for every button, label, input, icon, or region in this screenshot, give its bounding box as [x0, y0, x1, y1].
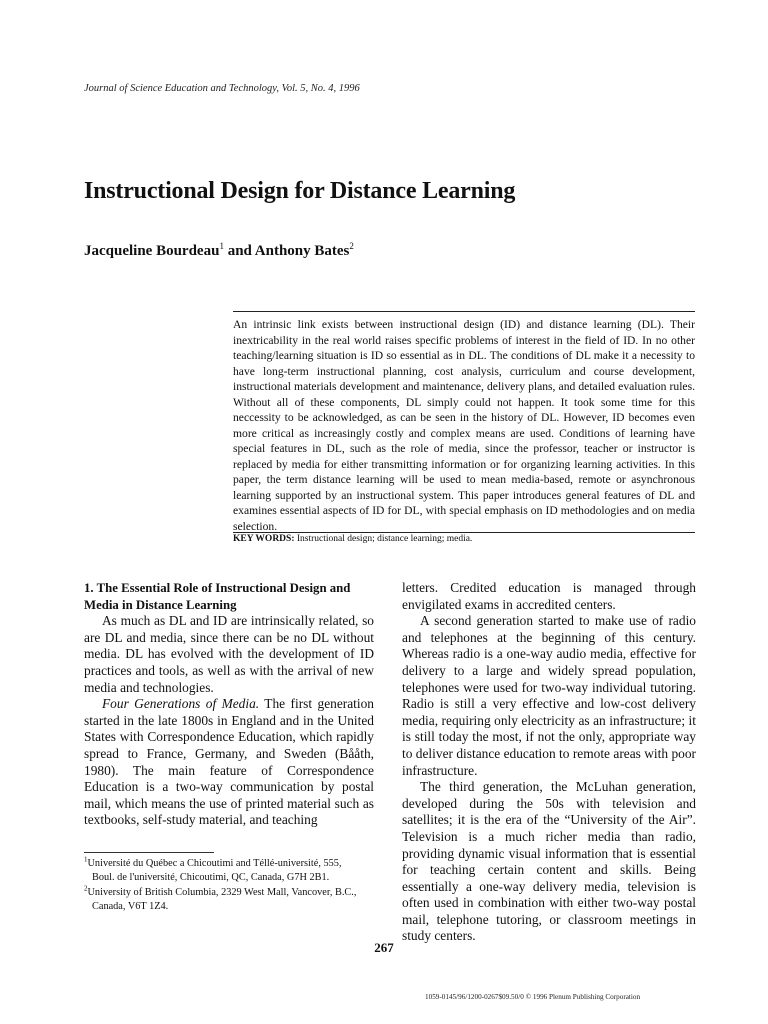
keywords-rule [233, 532, 695, 533]
body-paragraph: The third generation, the McLuhan generation, developed during the 50s with television and satellites; it is the era of the “University of the Air”. Television is a much richer media than radio, providing dynamic visual information that is essential for teaching certain content and skills. Being essentially a one-way delivery media, television is often used in combination with either two-way postal mail, telephone tutoring, or classroom meetings in study centers. [402, 779, 696, 944]
keywords [233, 534, 695, 544]
body-paragraph-continued: letters. Credited education is managed through envigilated exams in accredited centers. [402, 580, 696, 612]
section-heading: 1. The Essential Role of Instructional Design and Media in Distance Learning [84, 581, 351, 612]
author-joiner: and [223, 243, 255, 259]
footnote-continuation: Boul. de l'université, Chicoutimi, QC, Canada, G7H 2B1. [92, 872, 330, 884]
author-name: Anthony Bates [254, 243, 350, 259]
paper-title: Instructional Design for Distance Learning [84, 178, 516, 204]
body-paragraph [84, 696, 374, 829]
footnote-text: University of British Columbia, 2329 West Mall, Vancover, B.C., [87, 886, 357, 898]
footnotes [84, 857, 376, 915]
author-affiliation-mark: 2 [349, 241, 354, 251]
footnote-rule [84, 852, 214, 853]
body-column-right [402, 580, 696, 945]
body-paragraph: A second generation started to make use of radio and telephones at the beginning of this century. Whereas radio is a one-way audio media, effective for delivery to a large and widely spread population, telephones were used for two-way individual tutoring. Radio is still a very effective and low-cost delivery media, requiring only electricity as an infrastructure; it is still today the most, if not the only, appropriate way to deliver distance education to remote areas with poor infrastructure. [402, 613, 696, 778]
run-in-heading: Four Generations of Media. [102, 696, 260, 712]
page-number: 267 [374, 940, 394, 955]
abstract-top-rule [233, 311, 695, 312]
paragraph-text: The first generation started in the late 1800s in England and in the United States with Correspondence Education, which rapidly spread to France, Germany, and Sweden (Bååth, 1980). The main feature of Correspondence Education is a two-way communication by postal mail, which means the use of printed material such as textbooks, self-study material, and teaching [84, 696, 375, 828]
footnote [84, 857, 376, 871]
keywords-text: Instructional design; distance learning; media. [294, 534, 473, 544]
abstract: An intrinsic link exists between instructional design (ID) and distance learning (DL). Their inextricability in the real world raises specific problems of interest in the field of ID. In no other teaching/learning situation is ID so essential as in DL. The conditions of DL make it a necessity to have long-term instructional planning, cost analysis, curriculum and course development, instructional materials development and maintenance, delivery plans, and detailed evaluation rules. Without all of these components, DL simply could not happen. It took some time for this neccessity to be acknowledged, as can be seen in the history of DL. However, ID becomes even more critical as increasingly costly and complex means are used. Conditions of learning have special features in DL, such as the role of media, since the professor, teacher or instructor is replaced by media for either transmitting information or for organizing learning activities. In this paper, the term distance learning will be used to mean media-based, remote or asynchronous learning supported by an instructional system. This paper introduces general features of DL and examines essential aspects of ID for DL, with special emphasis on ID methodologies and on media selection. [233, 318, 695, 533]
body-column-left [84, 580, 374, 829]
footnote-text: Université du Québec a Chicoutimi and Téllé-université, 555, [87, 858, 342, 869]
body-paragraph: As much as DL and ID are intrinsically related, so are DL and media, since there can be no DL without media. DL has evolved with the development of ID practices and tools, as well as with the arrival of new media and technologies. [84, 613, 374, 695]
author-affiliation-mark: 1 [219, 241, 224, 251]
footnote-continuation: Canada, V6T 1Z4. [92, 901, 169, 913]
journal-citation: Journal of Science Education and Technology, Vol. 5, No. 4, 1996 [84, 83, 360, 94]
footnote [84, 886, 376, 900]
copyright-line: 1059-0145/96/1200-0267$09.50/0 © 1996 Plenum Publishing Corporation [425, 993, 641, 1001]
keywords-label: KEY WORDS: [233, 534, 295, 544]
author-name: Jacqueline Bourdeau [84, 243, 220, 259]
author-list [84, 243, 354, 260]
footnote-mark: 2 [84, 884, 88, 893]
footnote-mark: 1 [84, 855, 88, 864]
